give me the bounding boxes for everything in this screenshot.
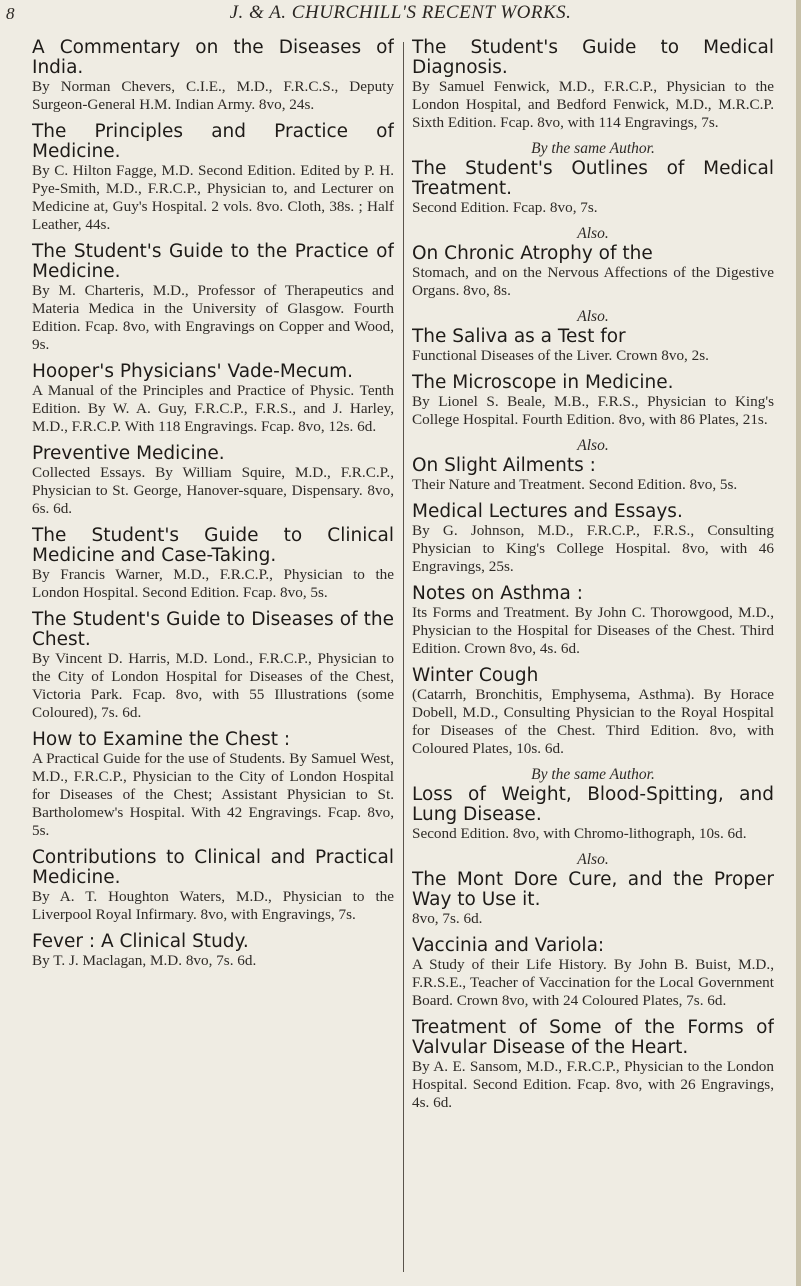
book-title: Vaccinia and Variola: <box>412 935 605 956</box>
book-title: Winter Cough <box>412 665 539 686</box>
book-entry <box>412 437 774 494</box>
book-entry <box>32 848 394 924</box>
book-title: The Student's Guide to the Practice of Medicine. <box>32 241 394 282</box>
book-description: By T. J. Maclagan, M.D. 8vo, 7s. 6d. <box>32 952 257 969</box>
book-title: Treatment of Some of the Forms of Valvular Disease of the Heart. <box>412 1017 774 1058</box>
book-entry <box>32 526 394 602</box>
book-entry <box>32 444 394 518</box>
book-entry <box>32 610 394 722</box>
book-entry <box>32 932 394 970</box>
book-title: Preventive Medicine. <box>32 443 225 464</box>
book-title: The Mont Dore Cure, and the Proper Way to Use it. <box>412 869 774 910</box>
book-description: By Lionel S. Beale, M.B., F.R.S., Physician to King's College Hospital. Fourth Edition. 8vo, with 86 Plates, 21s. <box>412 393 774 428</box>
book-entry <box>412 225 774 300</box>
book-entry <box>32 38 394 114</box>
book-description: By G. Johnson, M.D., F.R.C.P., F.R.S., Consulting Physician to King's College Hospital. 8vo, with 46 Engravings, 25s. <box>412 522 774 575</box>
book-entry <box>412 38 774 132</box>
book-title: The Student's Guide to Medical Diagnosis. <box>412 38 774 78</box>
book-description: Functional Diseases of the Liver. Crown 8vo, 2s. <box>412 347 709 364</box>
book-description: Second Edition. Fcap. 8vo, 7s. <box>412 199 598 216</box>
running-head: J. & A. CHURCHILL'S RECENT WORKS. <box>229 2 572 23</box>
book-description: By A. T. Houghton Waters, M.D., Physician to the Liverpool Royal Infirmary. 8vo, with Engravings, 7s. <box>32 888 394 923</box>
book-description: Their Nature and Treatment. Second Edition. 8vo, 5s. <box>412 476 738 493</box>
book-entry <box>412 584 774 658</box>
book-description: A Study of their Life History. By John B. Buist, M.D., F.R.S.E., Teacher of Vaccination for the Local Government Board. Crown 8vo, with 24 Coloured Plates, 7s. 6d. <box>412 956 774 1009</box>
column-divider <box>403 42 404 1272</box>
book-title: The Student's Outlines of Medical Treatment. <box>412 158 774 199</box>
book-entry <box>412 373 774 429</box>
book-title: The Principles and Practice of Medicine. <box>32 121 394 162</box>
book-description: (Catarrh, Bronchitis, Emphysema, Asthma). By Horace Dobell, M.D., Consulting Physician to the Royal Hospital for Diseases of the Chest. Third Edition. 8vo, with Coloured Plates, 10s. 6d. <box>412 686 774 757</box>
book-title: The Microscope in Medicine. <box>412 372 674 393</box>
book-title: Fever : A Clinical Study. <box>32 931 249 952</box>
book-entry <box>412 140 774 217</box>
entry-byline: Also. <box>577 308 609 325</box>
book-entry <box>412 666 774 758</box>
entry-byline: By the same Author. <box>531 766 655 783</box>
book-description: By A. E. Sansom, M.D., F.R.C.P., Physician to the London Hospital. Second Edition. Fcap. 8vo, with 26 Engravings, 4s. 6d. <box>412 1058 774 1111</box>
right-column <box>412 38 774 1276</box>
book-description: Collected Essays. By William Squire, M.D., F.R.C.P., Physician to St. George, Hanover-square, Dispensary. 8vo, 6s. 6d. <box>32 464 394 517</box>
book-description: By Norman Chevers, C.I.E., M.D., F.R.C.S., Deputy Surgeon-General H.M. Indian Army. 8vo, 24s. <box>32 78 394 113</box>
book-title: Loss of Weight, Blood-Spitting, and Lung Disease. <box>412 784 774 825</box>
book-description: By C. Hilton Fagge, M.D. Second Edition. Edited by P. H. Pye-Smith, M.D., F.R.C.P., Physician to, and Lecturer on Medicine at, Guy's Hospital. 2 vols. 8vo. Cloth, 38s. ; Half Leather, 44s. <box>32 162 394 233</box>
book-entry <box>412 1018 774 1112</box>
book-title: On Chronic Atrophy of the <box>412 243 653 264</box>
entry-byline: Also. <box>577 851 609 868</box>
book-entry <box>412 766 774 843</box>
book-title: How to Examine the Chest : <box>32 729 291 750</box>
book-description: Stomach, and on the Nervous Affections of the Digestive Organs. 8vo, 8s. <box>412 264 774 299</box>
book-description: By M. Charteris, M.D., Professor of Therapeutics and Materia Medica in the University of Glasgow. Fourth Edition. Fcap. 8vo, with Engravings on Copper and Wood, 9s. <box>32 282 394 353</box>
entry-byline: Also. <box>577 437 609 454</box>
entry-byline: Also. <box>577 225 609 242</box>
book-description: Its Forms and Treatment. By John C. Thorowgood, M.D., Physician to the Hospital for Diseases of the Chest. Third Edition. Crown 8vo, 4s. 6d. <box>412 604 774 657</box>
page-edge <box>796 0 801 1286</box>
book-title: The Student's Guide to Diseases of the Chest. <box>32 609 394 650</box>
book-entry <box>32 730 394 840</box>
book-title: Medical Lectures and Essays. <box>412 501 683 522</box>
book-description: A Manual of the Principles and Practice of Physic. Tenth Edition. By W. A. Guy, F.R.C.P., F.R.S., and J. Harley, M.D., F.R.C.P. With 118 Engravings. Fcap. 8vo, 12s. 6d. <box>32 382 394 435</box>
book-title: The Student's Guide to Clinical Medicine and Case-Taking. <box>32 525 394 566</box>
book-entry <box>32 122 394 234</box>
left-column <box>32 38 394 1276</box>
book-title: Contributions to Clinical and Practical Medicine. <box>32 847 394 888</box>
book-entry <box>32 362 394 436</box>
book-description: Second Edition. 8vo, with Chromo-lithograph, 10s. 6d. <box>412 825 747 842</box>
book-description: By Francis Warner, M.D., F.R.C.P., Physician to the London Hospital. Second Edition. Fcap. 8vo, 5s. <box>32 566 394 601</box>
book-description: A Practical Guide for the use of Students. By Samuel West, M.D., F.R.C.P., Physician to the City of London Hospital for Diseases of the Chest; Assistant Physician to St. Bartholomew's Hospital. With 42 Engravings. Fcap. 8vo, 5s. <box>32 750 394 839</box>
book-entry <box>412 851 774 928</box>
book-entry <box>412 502 774 576</box>
book-description: By Vincent D. Harris, M.D. Lond., F.R.C.P., Physician to the City of London Hospital for Diseases of the Chest, Victoria Park. Fcap. 8vo, with 55 Illustrations (some Coloured), 7s. 6d. <box>32 650 394 721</box>
book-description: By Samuel Fenwick, M.D., F.R.C.P., Physician to the London Hospital, and Bedford Fenwick, M.D., M.R.C.P. Sixth Edition. Fcap. 8vo, with 114 Engravings, 7s. <box>412 78 774 131</box>
book-entry <box>412 936 774 1010</box>
entry-byline: By the same Author. <box>531 140 655 157</box>
page-header <box>0 0 801 30</box>
page-number: 8 <box>6 4 15 23</box>
book-title: Notes on Asthma : <box>412 583 583 604</box>
book-entry <box>32 242 394 354</box>
book-description: 8vo, 7s. 6d. <box>412 910 483 927</box>
book-title: The Saliva as a Test for <box>412 326 626 347</box>
book-entry <box>412 308 774 365</box>
book-title: Hooper's Physicians' Vade-Mecum. <box>32 361 353 382</box>
book-title: On Slight Ailments : <box>412 455 596 476</box>
book-title: A Commentary on the Diseases of India. <box>32 38 394 78</box>
